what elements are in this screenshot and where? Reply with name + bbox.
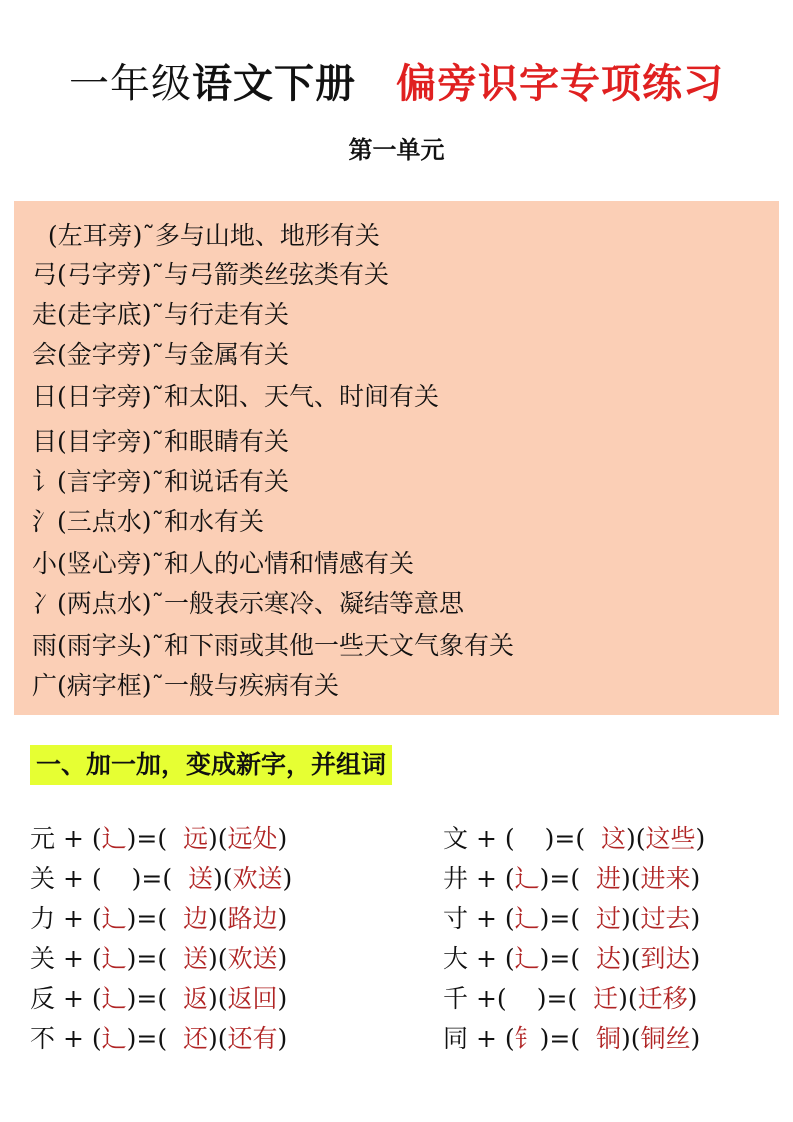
radical-answer: 辶: [514, 904, 540, 933]
radical-answer: 辶: [101, 1024, 127, 1053]
radical-row: 广(病字框)˜一般与疾病有关: [32, 671, 340, 700]
char-answer: 返: [183, 984, 209, 1013]
title-grade: 一年级: [69, 61, 192, 107]
word-answer: 迁移: [637, 984, 688, 1013]
radical-reference-box: [14, 201, 779, 715]
char-answer: 还: [183, 1024, 209, 1053]
radical-row: 小(竖心旁)˜和人的心情和情感有关: [32, 549, 415, 578]
exercise-row: 大 + (辶)=( 达)(到达): [443, 944, 701, 973]
radical-answer: 钅: [514, 1024, 540, 1053]
char-answer: 送: [187, 864, 213, 893]
char-answer: 铜: [596, 1024, 622, 1053]
exercise-row: 元 + (辶)=( 远)(远处): [30, 824, 288, 853]
word-answer: 到达: [640, 944, 691, 973]
radical-row: 雨(雨字头)˜和下雨或其他一些天文气象有关: [32, 631, 515, 660]
radical-row: 弓(弓字旁)˜与弓箭类丝弦类有关: [32, 260, 390, 289]
char-answer: 进: [596, 864, 622, 893]
char-answer: 这: [600, 824, 626, 853]
section-heading-1: 一、加一加，变成新字，并组词: [30, 745, 392, 785]
radical-answer: 辶: [101, 944, 127, 973]
word-answer: 进来: [640, 864, 691, 893]
char-answer: 送: [183, 944, 209, 973]
radical-answer: 辶: [101, 824, 127, 853]
exercise-row: 关 + ( )=( 送)(欢送): [30, 864, 293, 893]
exercise-row: 寸 + (辶)=( 过)(过去): [443, 904, 701, 933]
title-topic: 偏旁识字专项练习: [396, 60, 724, 107]
page-title: [0, 52, 793, 109]
radical-answer: 辶: [514, 864, 540, 893]
exercise-row: 千 +( )=( 迁)(迁移): [443, 984, 698, 1013]
word-answer: 欢送: [232, 864, 283, 893]
exercise-row: 井 + (辶)=( 进)(进来): [443, 864, 701, 893]
unit-subtitle: 第一单元: [348, 135, 445, 164]
word-answer: 还有: [227, 1024, 278, 1053]
radical-row: 冫(两点水)˜一般表示寒冷、凝结等意思: [32, 589, 465, 618]
radical-row: 讠(言字旁)˜和说话有关: [32, 467, 290, 496]
exercise-row: 文 + ( )=( 这)(这些): [443, 824, 706, 853]
word-answer: 返回: [227, 984, 278, 1013]
word-answer: 这些: [645, 824, 696, 853]
char-answer: 达: [596, 944, 622, 973]
radical-row: 氵(三点水)˜和水有关: [32, 507, 265, 536]
radical-row: 走(走字底)˜与行走有关: [32, 300, 290, 329]
exercise-row: 关 + (辶)=( 送)(欢送): [30, 944, 288, 973]
exercise-row: 反 + (辶)=( 返)(返回): [30, 984, 288, 1013]
exercise-row: 力 + (辶)=( 边)(路边): [30, 904, 288, 933]
title-book: 语文下册: [192, 60, 356, 107]
radical-row: 日(日字旁)˜和太阳、天气、时间有关: [32, 382, 440, 411]
word-answer: 欢送: [227, 944, 278, 973]
radical-row: 会(金字旁)˜与金属有关: [32, 340, 290, 369]
word-answer: 远处: [227, 824, 278, 853]
word-answer: 铜丝: [640, 1024, 691, 1053]
word-answer: 过去: [640, 904, 691, 933]
radical-row: 目(目字旁)˜和眼睛有关: [32, 427, 290, 456]
radical-row: (左耳旁)˜多与山地、地形有关: [32, 221, 380, 250]
char-answer: 迁: [593, 984, 619, 1013]
char-answer: 边: [183, 904, 209, 933]
word-answer: 路边: [227, 904, 278, 933]
radical-answer: 辶: [101, 984, 127, 1013]
radical-answer: 辶: [101, 904, 127, 933]
char-answer: 过: [596, 904, 622, 933]
exercise-row: 同 + (钅)=( 铜)(铜丝): [443, 1024, 701, 1053]
radical-answer: 辶: [514, 944, 540, 973]
exercise-row: 不 + (辶)=( 还)(还有): [30, 1024, 288, 1053]
char-answer: 远: [183, 824, 209, 853]
